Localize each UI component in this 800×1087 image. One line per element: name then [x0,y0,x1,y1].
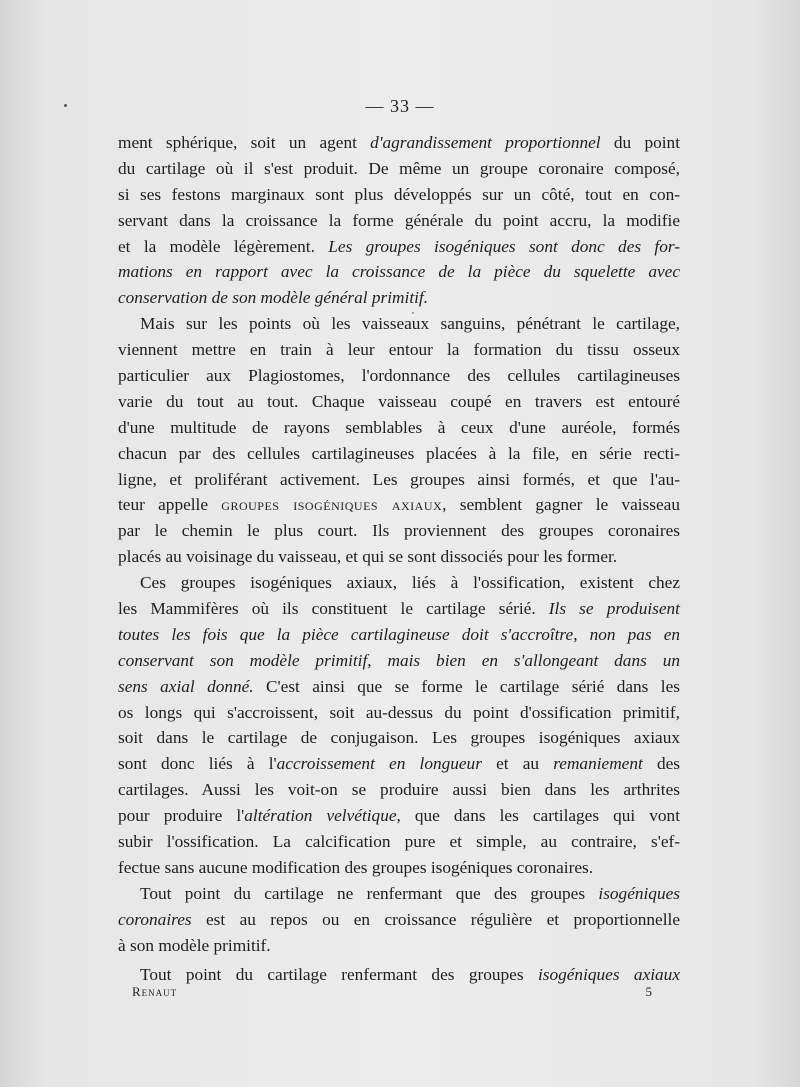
text-run: servant dans la croissance la forme générale du point accru, la modifie [118,210,680,230]
text-line [118,596,680,622]
text-line [118,881,680,907]
text-run: des [642,754,680,774]
text-line [118,415,680,441]
signature-number: 5 [645,984,652,999]
text-run: et la modèle légèrement. [118,236,329,256]
text-run: par le chemin le plus court. Ils proviennent des groupes coronaires [118,521,680,541]
italic-run: coronaires [118,909,192,929]
text-run: sont donc liés à l' [118,754,277,774]
text-run: Tout point du cartilage renfermant des groupes [140,964,538,984]
text-run: C'est ainsi que se forme le cartilage sérié dans les [253,676,680,696]
text-run: les Mammifères où ils constituent le cartilage sérié. [118,599,549,619]
text-run: est au repos ou en croissance régulière et proportionnelle [191,909,680,929]
text-line [118,363,680,389]
text-line [118,648,680,674]
text-line [118,570,680,596]
text-run: du point [600,133,680,152]
text-line [118,777,680,803]
text-line [118,622,680,648]
text-run: placés au voisinage du vaisseau, et qui se sont dissociés pour les former. [118,547,618,567]
text-line [118,156,680,182]
text-run: Tout point du cartilage ne renfermant que des groupes [140,883,599,903]
text-line [118,130,680,156]
italic-run: mations en rapport avec la croissance de la pièce du squelette avec [118,262,680,282]
text-line [118,855,680,881]
italic-run: d'agrandissement proportionnel [370,133,601,152]
text-line [118,182,680,208]
text-run: cartilages. Aussi les voit-on se produire aussi bien dans les arthrites [118,780,680,800]
text-run: à son modèle primitif. [118,935,271,955]
text-line [118,933,680,959]
text-line [118,389,680,415]
text-run: fectue sans aucune modification des groupes isogéniques coronaires. [118,857,594,877]
text-run: varie du tout au tout. Chaque vaisseau coupé en travers est entouré [118,391,680,411]
italic-run: conservant son modèle primitif, mais bien en s'allongeant dans un [118,650,680,670]
text-run: Ces groupes isogéniques axiaux, liés à l'ossification, existent chez [140,573,680,593]
text-line [118,803,680,829]
text-line [118,467,680,493]
text-run: subir l'ossification. La calcification pure et simple, au contraire, s'ef- [118,832,680,852]
italic-run: Ils se produisent [548,599,680,619]
text-run: soit dans le cartilage de conjugaison. Les groupes isogéniques axiaux [118,728,680,748]
text-run: pour produire l' [118,806,245,826]
text-line [118,441,680,467]
italic-run: conservation de son modèle général primitif. [118,288,429,308]
text-line [118,829,680,855]
text-run: Mais sur les points où les vaisseaux sanguins, pénétrant le cartilage, [140,314,680,334]
italic-run: toutes les fois que la pièce cartilagineuse doit s'accroître, non pas en [118,624,680,644]
text-run: teur appelle [118,495,222,515]
text-line [118,674,680,700]
text-run: chacun par des cellules cartilagineuses placées à la file, en série recti- [118,443,680,463]
text-line [118,907,680,933]
text-run: et au [481,754,554,774]
italic-run: sens axial donné. [118,676,254,696]
text-run: particulier aux Plagiostomes, l'ordonnance des cellules cartilagineuses [118,366,680,386]
text-line [118,725,680,751]
text-line [118,234,680,260]
text-run: si ses festons marginaux sont plus développés sur un côté, tout en con- [118,184,680,204]
italic-run: isogéniques axiaux [537,964,680,984]
text-run: d'une multitude de rayons semblables à ceux d'une auréole, formés [118,417,680,437]
body-text [118,130,680,987]
text-run: , que dans les cartilages qui vont [396,806,680,826]
text-line [118,962,680,988]
text-line [118,285,680,311]
text-run: , semblent gagner le vaisseau [442,495,680,515]
text-line [118,208,680,234]
italic-run: remaniement [553,754,643,774]
text-line [118,311,680,337]
page-number: — 33 — [365,96,435,116]
italic-run: Les groupes isogéniques sont donc des for- [328,236,681,256]
text-run: ligne, et proliférant activement. Les groupes ainsi formés, et que l'au- [118,469,680,489]
text-line [118,700,680,726]
text-line [118,544,680,570]
small-caps-run: groupes isogéniques axiaux [221,495,443,515]
text-line [118,259,680,285]
text-run: os longs qui s'accroissent, soit au-dessus du point d'ossification primitif, [118,702,680,722]
text-run: ment sphérique, soit un agent [118,133,371,152]
italic-run: accroissement en longueur [276,754,482,774]
text-run: du cartilage où il s'est produit. De même un groupe coronaire composé, [118,158,680,178]
text-line [118,337,680,363]
text-line [118,751,680,777]
text-line [118,518,680,544]
text-line [118,492,680,518]
italic-run: altération velvétique [244,806,397,826]
text-run: viennent mettre en train à leur entour la formation du tissu osseux [118,340,680,360]
printer-signature: Renaut [132,984,178,999]
italic-run: isogéniques [598,883,680,903]
